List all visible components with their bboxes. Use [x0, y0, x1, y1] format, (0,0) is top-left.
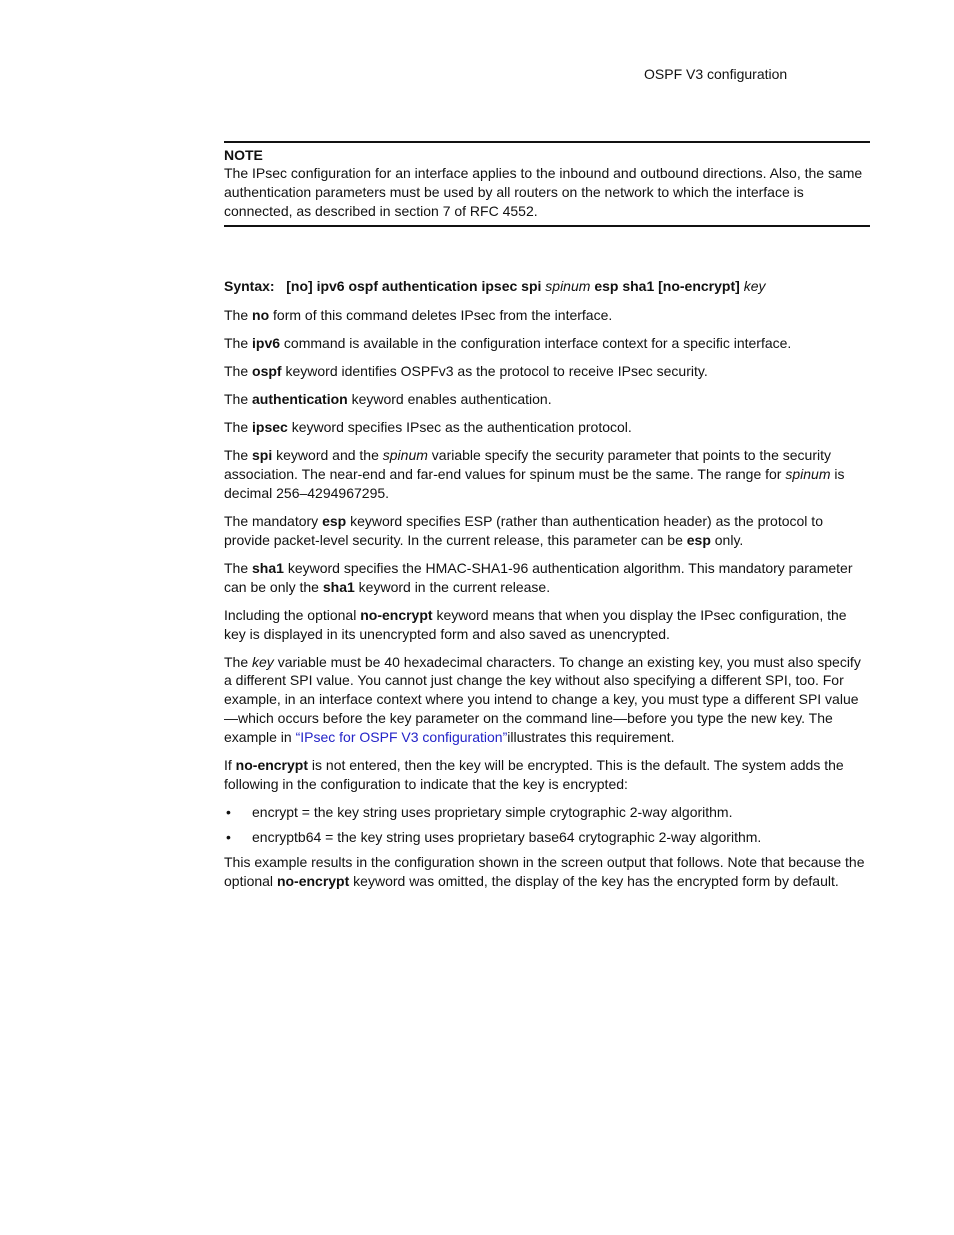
bullet-list: [224, 803, 870, 847]
text: command is available in the configuration interface context for a specific interface.: [280, 334, 792, 351]
paragraph-esp: [224, 512, 870, 550]
paragraph-ipv6: [224, 334, 870, 353]
keyword: esp: [686, 531, 711, 548]
list-item: [224, 828, 870, 847]
note-text: The IPsec configuration for an interface applies to the inbound and outbound directions. Also, the same authentication parameters must be used by all routers on the network to which the interface is connected, as described in section 7 of RFC 4552.: [224, 165, 863, 219]
keyword: authentication: [252, 391, 348, 408]
text: keyword specifies IPsec as the authentication protocol.: [287, 419, 632, 436]
paragraph-example: [224, 853, 870, 891]
keyword: no: [252, 306, 270, 323]
keyword: ipsec: [252, 419, 288, 436]
syntax-line: [224, 277, 870, 296]
text: The: [224, 334, 253, 351]
text: The: [224, 653, 253, 670]
note-box: [224, 141, 870, 227]
syntax-var-key: key: [743, 278, 766, 294]
text: keyword was omitted, the display of the key has the encrypted form by default.: [349, 873, 839, 890]
text: keyword and the: [272, 447, 383, 464]
text: variable must be 40 hexadecimal characters. To change an existing key, you must also specify a different SPI value. You cannot just change the key without also specifying a different SPI, too. For example, in an interface context where you intend to change a key, you must type a different SPI value—which occurs before the key parameter on the command line—before you type the new key. The example in: [224, 653, 861, 745]
text: keyword in the current release.: [354, 578, 551, 595]
text: only.: [710, 531, 744, 548]
variable: key: [252, 653, 274, 670]
text: keyword specifies ESP (rather than authentication header) as the protocol to provide packet-level security. In the current release, this parameter can be: [224, 512, 823, 548]
syntax-command-tail: esp sha1 [no-encrypt]: [594, 278, 740, 294]
body-content: [224, 277, 870, 900]
keyword: no-encrypt: [235, 756, 309, 773]
note-title: NOTE: [224, 147, 263, 163]
text: The: [224, 362, 253, 379]
text: This example results in the configuration shown in the screen output that follows. Note that because the optional: [224, 854, 865, 890]
keyword: no-encrypt: [276, 873, 350, 890]
paragraph-ipsec: [224, 418, 870, 437]
text: keyword enables authentication.: [347, 391, 552, 408]
paragraph-ospf: [224, 362, 870, 381]
text: The mandatory: [224, 512, 323, 529]
paragraph-if-noencrypt: [224, 756, 870, 794]
list-item-text: encryptb64 = the key string uses proprietary base64 crytographic 2-way algorithm.: [252, 828, 762, 845]
text: illustrates this requirement.: [507, 728, 675, 745]
variable: spinum: [785, 466, 831, 483]
bullet-icon: •: [226, 803, 231, 820]
keyword: sha1: [252, 559, 284, 576]
text: keyword specifies the HMAC-SHA1-96 authentication algorithm. This mandatory parameter can be only the: [224, 559, 853, 595]
text: is decimal 256–4294967295.: [224, 466, 845, 501]
syntax-label: Syntax:: [224, 278, 275, 294]
list-item-text: encrypt = the key string uses proprietary simple crytographic 2-way algorithm.: [252, 803, 733, 820]
text: The: [224, 447, 253, 464]
paragraph-sha1: [224, 559, 870, 597]
keyword: spi: [252, 447, 273, 464]
keyword: esp: [322, 512, 347, 529]
paragraph-spi: [224, 446, 870, 502]
text: is not entered, then the key will be encrypted. This is the default. The system adds the following in the configuration to indicate that the key is encrypted:: [224, 756, 844, 792]
text: The: [224, 419, 253, 436]
syntax-var-spinum: spinum: [545, 278, 591, 294]
bullet-icon: •: [226, 828, 231, 845]
paragraph-noencrypt: [224, 606, 870, 644]
keyword: no-encrypt: [360, 606, 433, 623]
text: The: [224, 391, 253, 408]
text: keyword identifies OSPFv3 as the protocol to receive IPsec security.: [281, 362, 708, 379]
text: Including the optional: [224, 606, 361, 623]
keyword: ospf: [252, 362, 282, 379]
text: If: [224, 756, 236, 773]
text: keyword means that when you display the IPsec configuration, the key is displayed in its unencrypted form and also saved as unencrypted.: [224, 606, 847, 642]
keyword: ipv6: [252, 334, 281, 351]
text: variable specify the security parameter that points to the security association. The near-end and far-end values for spinum must be the same. The range for: [224, 447, 831, 483]
running-header: OSPF V3 configuration: [644, 66, 788, 82]
keyword: sha1: [322, 578, 355, 595]
text: form of this command deletes IPsec from the interface.: [269, 306, 613, 323]
paragraph-no: [224, 306, 870, 325]
variable: spinum: [382, 447, 428, 464]
paragraph-authentication: [224, 390, 870, 409]
text: The: [224, 559, 253, 576]
text: The: [224, 306, 253, 323]
list-item: [224, 803, 870, 822]
syntax-command: [no] ipv6 ospf authentication ipsec spi: [286, 278, 542, 294]
paragraph-key: [224, 653, 870, 747]
cross-reference-link[interactable]: “IPsec for OSPF V3 configuration”: [295, 728, 508, 745]
